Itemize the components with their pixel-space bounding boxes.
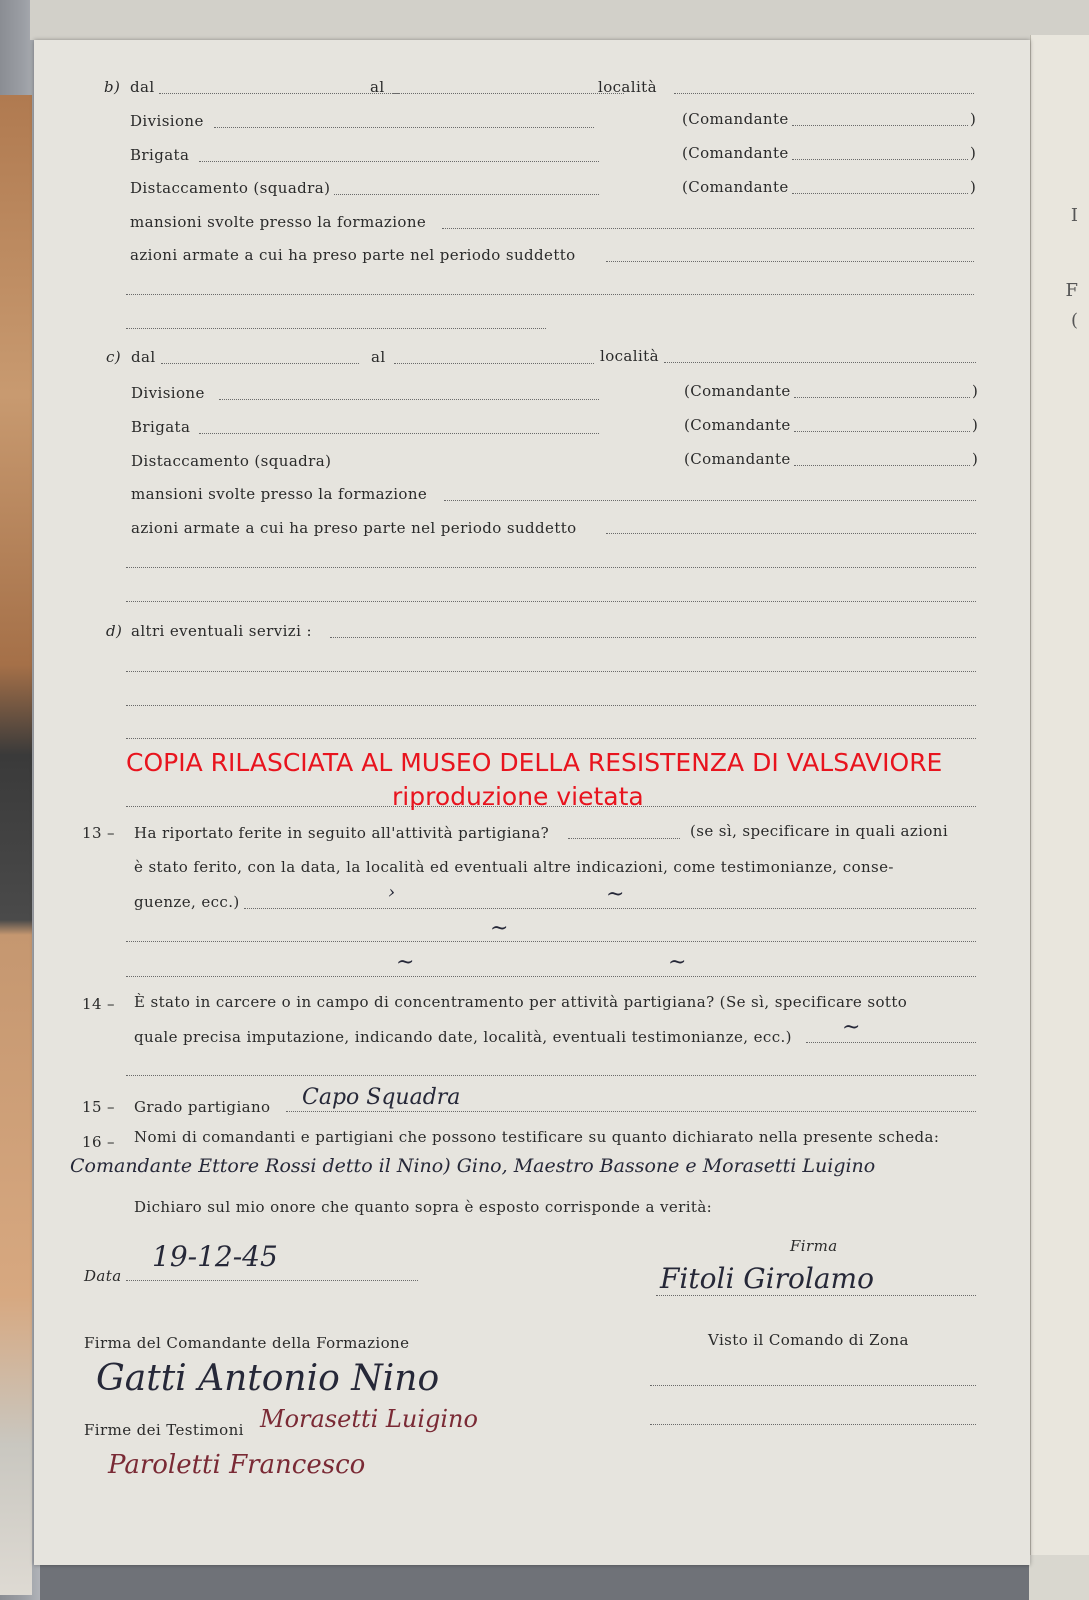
firma-handwritten: Fitoli Girolamo xyxy=(660,1262,874,1295)
testimone-2-handwritten: Paroletti Francesco xyxy=(108,1450,366,1480)
firma-comandante-label: Firma del Comandante della Formazione xyxy=(84,1334,410,1352)
q13-line-3: guenze, ecc.) xyxy=(134,893,240,911)
q16-label: Nomi di comandanti e partigiani che possono testificare su quanto dichiarato nella presente scheda: xyxy=(134,1128,940,1146)
q14-line-2: quale precisa imputazione, indicando date, località, eventuali testimonianze, ecc.) xyxy=(134,1028,792,1046)
comandante-field[interactable] xyxy=(794,397,970,398)
data-field[interactable] xyxy=(126,1280,418,1281)
comandante-field[interactable] xyxy=(792,193,968,194)
paren: ) xyxy=(972,382,979,400)
distaccamento-label: Distaccamento (squadra) xyxy=(131,452,332,470)
mansioni-field[interactable] xyxy=(442,228,974,229)
q14-number: 14 – xyxy=(82,995,115,1013)
distaccamento-field[interactable] xyxy=(334,194,599,195)
localita-field[interactable] xyxy=(674,93,974,94)
paren: ) xyxy=(972,450,979,468)
q15-field[interactable] xyxy=(286,1111,976,1112)
watermark-line-2: riproduzione vietata xyxy=(392,782,644,811)
mansioni-label: mansioni svolte presso la formazione xyxy=(131,485,428,503)
comandante-label: (Comandante xyxy=(682,110,789,128)
binder-tabs xyxy=(0,95,32,1595)
brigata-field[interactable] xyxy=(199,433,599,434)
azioni-line[interactable] xyxy=(126,567,976,568)
comandante-label: (Comandante xyxy=(684,416,791,434)
visto-field[interactable] xyxy=(650,1424,976,1425)
ditto-mark: ~ xyxy=(396,950,415,975)
azioni-field[interactable] xyxy=(606,533,976,534)
q14-line-1: È stato in carcere o in campo di concentramento per attività partigiana? (Se sì, specificare sotto xyxy=(134,993,908,1011)
firma-label: Firma xyxy=(790,1237,838,1255)
comandante-label: (Comandante xyxy=(682,144,789,162)
visto-comando-label: Visto il Comando di Zona xyxy=(708,1331,909,1349)
section-c-letter: c) xyxy=(106,348,122,366)
q13-line-1: Ha riportato ferite in seguito all'attività partigiana? xyxy=(134,824,550,842)
q13-line-2: è stato ferito, con la data, la località ed eventuali altre indicazioni, come testimonianze, conse- xyxy=(134,858,894,876)
visto-field[interactable] xyxy=(650,1385,976,1386)
paren: ) xyxy=(970,110,977,128)
watermark-line-1: COPIA RILASCIATA AL MUSEO DELLA RESISTENZA DI VALSAVIORE xyxy=(126,748,943,777)
paren: ) xyxy=(970,144,977,162)
divisione-label: Divisione xyxy=(130,112,204,130)
comandante-label: (Comandante xyxy=(684,450,791,468)
q14-field[interactable] xyxy=(806,1042,976,1043)
altri-servizi-line[interactable] xyxy=(126,738,976,739)
divisione-field[interactable] xyxy=(219,399,599,400)
comandante-label: (Comandante xyxy=(682,178,789,196)
q14-line[interactable] xyxy=(126,1075,976,1076)
ditto-mark: ~ xyxy=(606,882,625,907)
comandante-field[interactable] xyxy=(794,431,970,432)
q13-answer-field[interactable] xyxy=(568,838,680,839)
distaccamento-label: Distaccamento (squadra) xyxy=(130,179,331,197)
document-page xyxy=(34,40,1030,1565)
firme-testimoni-label: Firme dei Testimoni xyxy=(84,1421,244,1439)
paren: ) xyxy=(972,416,979,434)
dal-label: dal xyxy=(130,78,155,96)
al-label: al xyxy=(370,78,385,96)
mansioni-label: mansioni svolte presso la formazione xyxy=(130,213,427,231)
localita-field[interactable] xyxy=(664,362,976,363)
brigata-label: Brigata xyxy=(131,418,191,436)
altri-servizi-line[interactable] xyxy=(126,705,976,706)
comandante-field[interactable] xyxy=(792,159,968,160)
divisione-field[interactable] xyxy=(214,127,594,128)
azioni-label: azioni armate a cui ha preso parte nel periodo suddetto xyxy=(130,246,576,264)
ditto-mark: › xyxy=(388,882,396,903)
section-b-letter: b) xyxy=(104,78,121,96)
q16-number: 16 – xyxy=(82,1133,115,1151)
comandante-field[interactable] xyxy=(792,125,968,126)
ditto-mark: ~ xyxy=(842,1015,861,1040)
azioni-line[interactable] xyxy=(126,328,546,329)
q15-number: 15 – xyxy=(82,1098,115,1116)
testimoni-handwritten: Comandante Ettore Rossi detto il Nino) Gino, Maestro Bassone e Morasetti Luigino xyxy=(70,1155,876,1177)
q13-line[interactable] xyxy=(126,976,976,977)
dal-field[interactable] xyxy=(159,93,399,94)
al-label: al xyxy=(371,348,386,366)
paren: ) xyxy=(970,178,977,196)
localita-label: località xyxy=(598,78,657,96)
divisione-label: Divisione xyxy=(131,384,205,402)
azioni-line[interactable] xyxy=(126,294,974,295)
mansioni-field[interactable] xyxy=(444,500,976,501)
azioni-label: azioni armate a cui ha preso parte nel periodo suddetto xyxy=(131,519,577,537)
altri-servizi-label: altri eventuali servizi : xyxy=(131,622,312,640)
altri-servizi-field[interactable] xyxy=(330,637,976,638)
ditto-mark: ~ xyxy=(668,950,687,975)
comandante-field[interactable] xyxy=(794,465,970,466)
localita-label: località xyxy=(600,347,659,365)
brigata-label: Brigata xyxy=(130,146,190,164)
azioni-line[interactable] xyxy=(126,601,976,602)
brigata-field[interactable] xyxy=(199,161,599,162)
testimone-1-handwritten: Morasetti Luigino xyxy=(260,1405,478,1433)
q13-number: 13 – xyxy=(82,824,115,842)
dal-label: dal xyxy=(131,348,156,366)
ditto-mark: ~ xyxy=(490,916,509,941)
al-field[interactable] xyxy=(394,363,594,364)
firma-field[interactable] xyxy=(656,1295,976,1296)
declaration-text: Dichiaro sul mio onore che quanto sopra è esposto corrisponde a verità: xyxy=(134,1198,713,1216)
q15-label: Grado partigiano xyxy=(134,1098,271,1116)
grado-handwritten: Capo Squadra xyxy=(302,1085,461,1110)
q13-line[interactable] xyxy=(126,941,976,942)
section-d-letter: d) xyxy=(106,622,123,640)
back-page: I F ( xyxy=(1030,35,1089,1555)
firma-comandante-handwritten: Gatti Antonio Nino xyxy=(96,1358,440,1399)
data-label: Data xyxy=(84,1267,122,1285)
altri-servizi-line[interactable] xyxy=(126,671,976,672)
q13-line-1b: (se sì, specificare in quali azioni xyxy=(690,822,949,840)
azioni-field[interactable] xyxy=(606,261,974,262)
dal-field[interactable] xyxy=(161,363,359,364)
comandante-label: (Comandante xyxy=(684,382,791,400)
background-top xyxy=(30,0,1089,40)
al-field[interactable] xyxy=(392,93,624,94)
q13-field[interactable] xyxy=(244,908,976,909)
data-handwritten: 19-12-45 xyxy=(152,1240,278,1273)
